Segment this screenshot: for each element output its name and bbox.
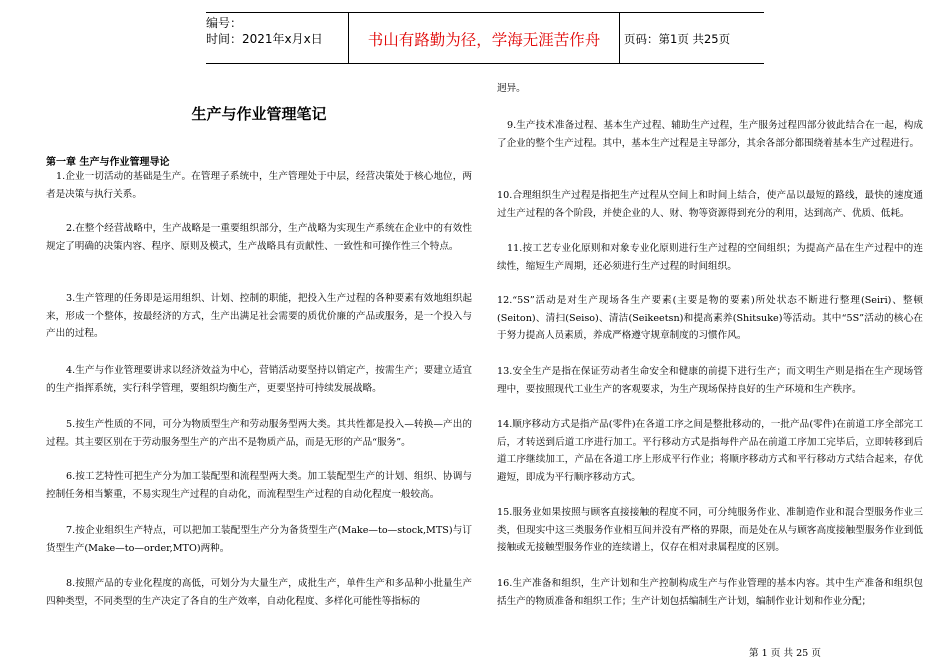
- paragraph-8: 8.按照产品的专业化程度的高低，可划分为大量生产，成批生产，单件生产和多品种小批量生产四种类型，不同类型的生产决定了各自的生产效率，自动化程度、多样化可能性等指标的: [46, 578, 472, 607]
- paragraph-16: 16.生产准备和组织，生产计划和生产控制构成生产与作业管理的基本内容。其中生产准备和组织包括生产的物质准备和组织工作；生产计划包括编制生产计划，编制作业计划和作业分配；: [497, 578, 923, 607]
- page-footer: 第 1 页 共 25 页: [749, 648, 821, 659]
- paragraph-12: 12.“5S”活动是对生产现场各生产要素(主要是物的要素)所处状态不断进行整理(Seiri)、整顿(Seiton)、清扫(Seiso)、清洁(Seikeetsn)和提高素养(Shitsuke)等活动。其中“5S”活动的核心在于努力提高人员素质，养成严格遵守规章制度的习惯作风。: [497, 295, 923, 342]
- paragraph-15: 15.服务业如果按照与顾客直接接触的程度不同，可分纯服务作业、准制造作业和混合型服务作业三类，但现实中这三类服务作业相互间并没有严格的界限，而是处在从与顾客高度接触型服务作业到低接触或无接触型服务作业的连续谱上，仅存在相对隶属程度的区别。: [497, 507, 923, 554]
- paragraph-11: 11.按工艺专业化原则和对象专业化原则进行生产过程的空间组织；为提高产品在生产过程中的连续性，缩短生产周期，还必须进行生产过程的时间组织。: [497, 243, 923, 272]
- paragraph-5: 5.按生产性质的不同，可分为物质型生产和劳动服务型两大类。其共性都是投入—转换—产出的过程。其主要区别在于劳动服务型生产的产出不是物质产品，而是无形的产品“服务”。: [46, 419, 472, 448]
- paragraph-9: 9.生产技术准备过程、基本生产过程、辅助生产过程，生产服务过程四部分彼此结合在一起，构成了企业的整个生产过程。其中，基本生产过程是主导部分，其余各部分都围绕着基本生产过程进行。: [497, 120, 923, 149]
- paragraph-14: 14.顺序移动方式是指产品(零件)在各道工序之间是整批移动的，一批产品(零件)在前道工序全部完工后，才转送到后道工序进行加工。平行移动方式是指每件产品在前道工序加工完毕后，立即转移到后道工序继续加工，产品在各道工序上形成平行作业；将顺序移动方式和平行移动方式结合起来，存优避短，即成为平行顺序移动方式。: [497, 419, 923, 483]
- page-info: 页码：第1页 共25页: [624, 32, 731, 46]
- header-motto-box: [348, 13, 620, 63]
- document-title: 生产与作业管理笔记: [191, 105, 327, 123]
- paragraph-6: 6.按工艺特性可把生产分为加工装配型和流程型两大类。加工装配型生产的计划、组织、协调与控制任务相当繁重，不易实现生产过程的自动化，而流程型生产过程的自动化程度一般较高。: [46, 471, 472, 500]
- chapter-heading: 第一章 生产与作业管理导论: [46, 157, 170, 168]
- paragraph-10: 10.合理组织生产过程是指把生产过程从空间上和时间上结合，使产品以最短的路线，最快的速度通过生产过程的各个阶段，并使企业的人、财、物等资源得到充分的利用，达到高产、优质、低耗。: [497, 190, 923, 219]
- paragraph-3: 3.生产管理的任务即是运用组织、计划、控制的职能，把投入生产过程的各种要素有效地组织起来，形成一个整体，按最经济的方式，生产出满足社会需要的质优价廉的产品或服务，是一个投入与产出的过程。: [46, 293, 472, 340]
- paragraph-8-continued: 迥异。: [497, 83, 526, 94]
- motto-text: 书山有路勤为径，学海无涯苦作舟: [367, 31, 601, 49]
- header-meta: [206, 13, 348, 65]
- paragraph-7: 7.按企业组织生产特点，可以把加工装配型生产分为备货型生产(Make—to—stock,MTS)与订货型生产(Make—to—order,MTO)两种。: [46, 525, 472, 554]
- paragraph-13: 13.安全生产是指在保证劳动者生命安全和健康的前提下进行生产；而文明生产则是指在生产现场管理中，要按照现代工业生产的客观要求，为生产现场保持良好的生产环境和生产秩序。: [497, 366, 923, 395]
- page-header: [206, 12, 764, 64]
- time-label: 时间：2021年x月x日: [206, 32, 323, 46]
- paragraph-1: 1.企业一切活动的基础是生产。在管理子系统中，生产管理处于中层，经营决策处于核心地位，两者是决策与执行关系。: [46, 171, 472, 200]
- doc-number-label: 编号：: [206, 16, 243, 30]
- paragraph-4: 4.生产与作业管理要讲求以经济效益为中心，营销活动要坚持以销定产，按需生产；要建立适宜的生产指挥系统，实行科学管理，要组织均衡生产，更要坚持可持续发展战略。: [46, 365, 472, 394]
- paragraph-2: 2.在整个经营战略中，生产战略是一重要组织部分，生产战略为实现生产系统在企业中的有效性规定了明确的决策内容、程序、原则及模式，生产战略具有贡献性、一致性和可操作性三个特点。: [46, 223, 472, 252]
